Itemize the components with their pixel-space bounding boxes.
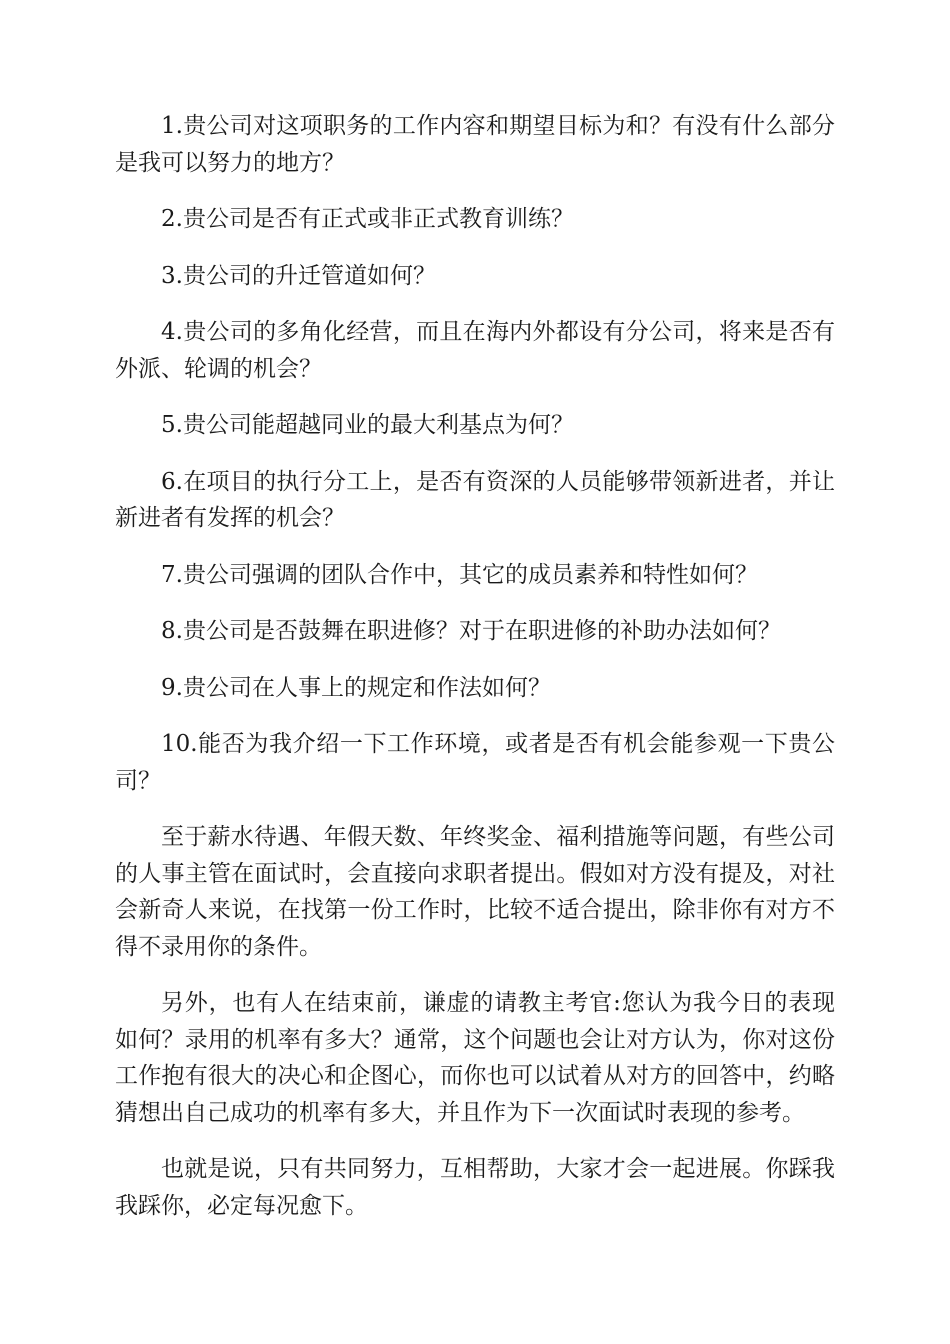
question-1: 1.贵公司对这项职务的工作内容和期望目标为和？有没有什么部分是我可以努力的地方？ xyxy=(115,113,835,176)
question-6: 6.在项目的执行分工上，是否有资深的人员能够带领新进者，并让新进者有发挥的机会？ xyxy=(115,468,835,531)
question-5: 5.贵公司能超越同业的最大利基点为何？ xyxy=(161,412,574,438)
question-10: 10.能否为我介绍一下工作环境，或者是否有机会能参观一下贵公司？ xyxy=(115,731,835,794)
question-9: 9.贵公司在人事上的规定和作法如何？ xyxy=(161,674,551,701)
question-8: 8.贵公司是否鼓舞在职进修？对于在职进修的补助办法如何？ xyxy=(161,618,781,644)
question-2: 2.贵公司是否有正式或非正式教育训练？ xyxy=(161,206,574,232)
closing-question-paragraph: 另外，也有人在结束前，谦虚的请教主考官:您认为我今日的表现如何？录用的机率有多大？通常，这个问题也会让对方认为，你对这份工作抱有很大的决心和企图心，而你也可以试着从对方的回答中，约略猜想出自己成功的机率有多大，并且作为下一次面试时表现的参考。 xyxy=(115,990,835,1126)
question-7: 7.贵公司强调的团队合作中，其它的成员素养和特性如何？ xyxy=(161,561,758,588)
question-3: 3.贵公司的升迁管道如何？ xyxy=(161,262,436,289)
question-4: 4.贵公司的多角化经营，而且在海内外都设有分公司，将来是否有外派、轮调的机会？ xyxy=(115,319,835,382)
document-body xyxy=(115,108,835,1244)
salary-paragraph: 至于薪水待遇、年假天数、年终奖金、福利措施等问题，有些公司的人事主管在面试时，会直接向求职者提出。假如对方没有提及，对社会新奇人来说，在找第一份工作时，比较不适合提出，除非你有对方不得不录用你的条件。 xyxy=(115,824,835,960)
conclusion-paragraph: 也就是说，只有共同努力，互相帮助，大家才会一起进展。你踩我我踩你，必定每况愈下。 xyxy=(115,1156,835,1219)
